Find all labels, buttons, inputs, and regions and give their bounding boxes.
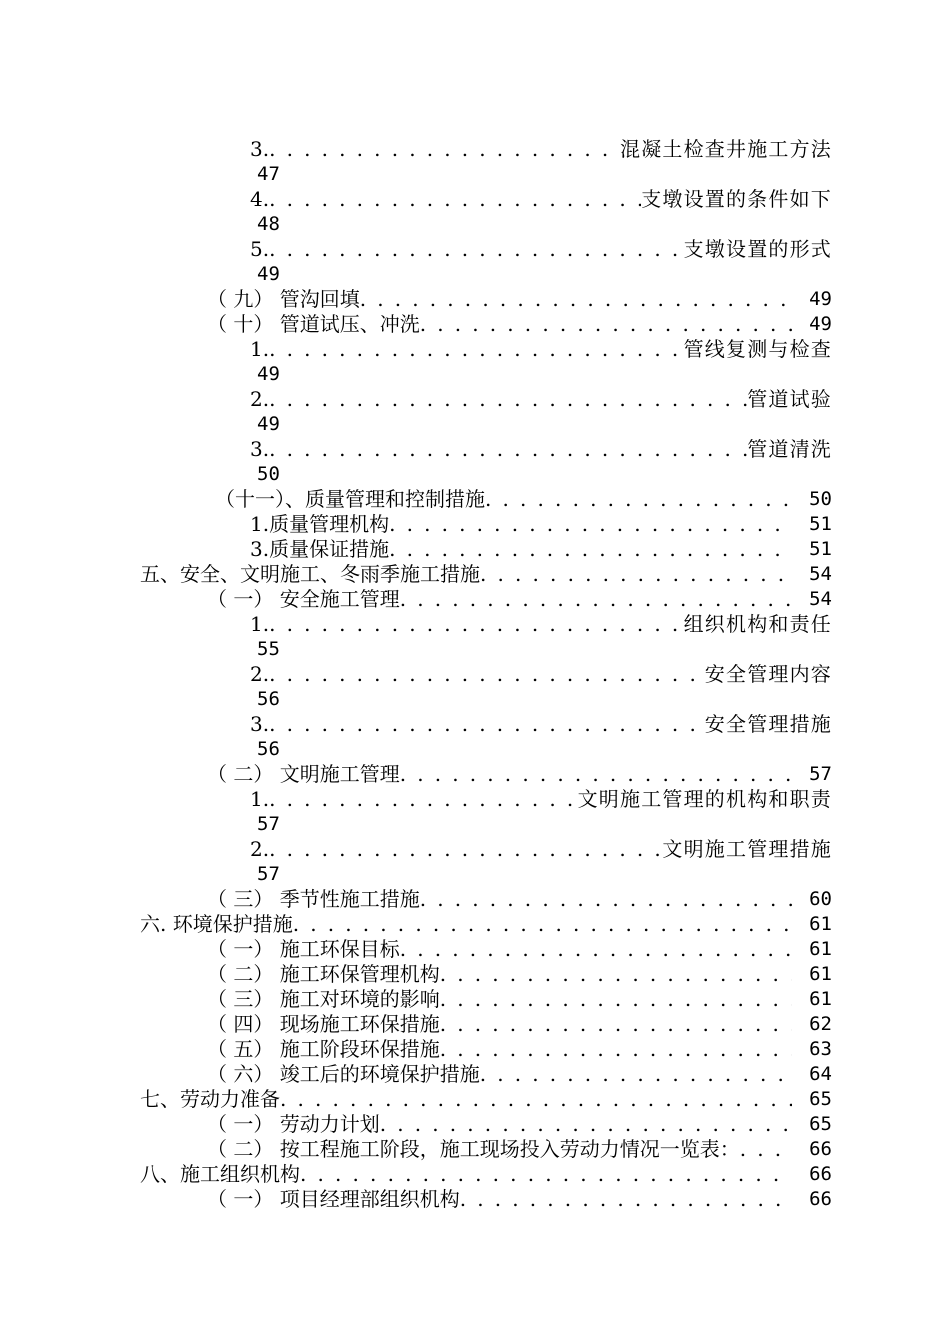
toc-entry[interactable] [0,1012,950,1037]
toc-entry-title: （ 十） 管道试压、冲洗 [207,312,420,336]
toc-page-number: 61 [809,988,832,1010]
toc-page-number: 51 [809,538,832,560]
toc-entry[interactable] [0,612,950,637]
toc-entry-number: 2. [250,837,270,861]
toc-entry[interactable] [0,1187,950,1212]
toc-entry-title: 3.质量保证措施 [250,537,390,561]
toc-page-number: 61 [809,938,832,960]
toc-entry[interactable] [0,1162,950,1187]
toc-entry-number: 2. [250,662,270,686]
toc-entry[interactable] [0,837,950,862]
toc-entry[interactable] [0,237,950,262]
toc-page-number: 65 [809,1113,832,1135]
toc-page-number: 56 [257,738,280,760]
toc-entry-title: （ 四） 现场施工环保措施 [207,1012,440,1036]
toc-entry-title: 管道清洗 [747,437,832,461]
toc-entry-title: （ 一） 安全施工管理 [207,587,400,611]
toc-entry-title: 安全管理内容 [704,662,832,686]
toc-page-number: 66 [809,1188,832,1210]
toc-page-number: 50 [257,463,280,485]
toc-entry[interactable] [0,1062,950,1087]
toc-entry-title: 文明施工管理的机构和职责 [577,787,832,811]
toc-entry-title: 五、安全、文明施工、冬雨季施工措施 [140,562,480,586]
toc-entry-number: 3. [250,137,270,161]
toc-entry-title: （ 二） 施工环保管理机构 [207,962,440,986]
toc-entry-number: 1. [250,787,270,811]
toc-page-number: 54 [809,588,832,610]
toc-entry[interactable] [0,987,950,1012]
toc-entry[interactable] [0,887,950,912]
toc-entry[interactable] [0,1037,950,1062]
toc-page-number: 57 [257,863,280,885]
toc-entry-title: 1.质量管理机构 [250,512,390,536]
toc-entry[interactable] [0,512,950,537]
toc-page-number: 55 [257,638,280,660]
toc-page-number: 49 [809,288,832,310]
toc-entry[interactable] [0,962,950,987]
toc-page-number: 50 [809,488,832,510]
toc-page-number: 51 [809,513,832,535]
toc-entry-title: 管线复测与检查 [683,337,832,361]
toc-entry-title: 安全管理措施 [704,712,832,736]
toc-entry[interactable] [0,312,950,337]
toc-page-number: 60 [809,888,832,910]
toc-entry-title: （ 五） 施工阶段环保措施 [207,1037,440,1061]
toc-page-number: 63 [809,1038,832,1060]
toc-entry-title: 支墩设置的条件如下 [641,187,832,211]
toc-entry[interactable] [0,1112,950,1137]
toc-entry-title: （十一）、质量管理和控制措施 [215,487,485,511]
toc-entry[interactable] [0,762,950,787]
toc-entry[interactable] [0,437,950,462]
toc-entry-title: （ 三） 施工对环境的影响 [207,987,440,1011]
toc-entry-title: 六. 环境保护措施 [140,912,293,936]
toc-page-number: 49 [257,413,280,435]
toc-page-number: 64 [809,1063,832,1085]
toc-entry-title: （ 二） 按工程施工阶段，施工现场投入劳动力情况一览表： [207,1137,740,1161]
toc-entry[interactable] [0,787,950,812]
toc-entry-title: 管道试验 [747,387,832,411]
toc-page-number: 61 [809,963,832,985]
toc-page-number: 57 [257,813,280,835]
toc-page-number: 62 [809,1013,832,1035]
toc-entry-title: 文明施工管理措施 [662,837,832,861]
toc-page-number: 66 [809,1138,832,1160]
toc-entry[interactable] [0,387,950,412]
toc-entry[interactable] [0,712,950,737]
toc-entry-number: 4. [250,187,270,211]
toc-page-number: 47 [257,163,280,185]
toc-entry[interactable] [0,1137,950,1162]
toc-page-number: 61 [809,913,832,935]
toc-entry-title: （ 一） 施工环保目标 [207,937,400,961]
toc-entry[interactable] [0,912,950,937]
toc-entry-number: 3. [250,437,270,461]
toc-entry-number: 1. [250,337,270,361]
toc-entry-title: （ 九） 管沟回填 [207,287,360,311]
toc-entry-title: 七、劳动力准备 [140,1087,280,1111]
toc-entry-title: （ 二） 文明施工管理 [207,762,400,786]
toc-page-number: 54 [809,563,832,585]
toc-page-number: 49 [257,263,280,285]
toc-entry-title: （ 一） 项目经理部组织机构 [207,1187,460,1211]
toc-page-number: 48 [257,213,280,235]
toc-entry[interactable] [0,187,950,212]
toc-entry[interactable] [0,1087,950,1112]
table-of-contents [0,137,950,1212]
toc-entry-title: 混凝土检查井施工方法 [620,137,832,161]
toc-entry[interactable] [0,487,950,512]
toc-entry[interactable] [0,537,950,562]
toc-entry[interactable] [0,662,950,687]
toc-entry-title: 八、施工组织机构 [140,1162,300,1186]
toc-entry[interactable] [0,287,950,312]
toc-entry-number: 5. [250,237,270,261]
toc-entry-title: 组织机构和责任 [683,612,832,636]
toc-entry-number: 2. [250,387,270,411]
toc-page-number: 65 [809,1088,832,1110]
toc-entry[interactable] [0,562,950,587]
toc-entry-number: 3. [250,712,270,736]
toc-entry[interactable] [0,337,950,362]
toc-entry-title: （ 一） 劳动力计划 [207,1112,380,1136]
toc-page-number: 49 [809,313,832,335]
toc-page-number: 57 [809,763,832,785]
toc-page-number: 66 [809,1163,832,1185]
toc-entry-title: （ 六） 竣工后的环境保护措施 [207,1062,480,1086]
toc-page-number: 56 [257,688,280,710]
toc-entry[interactable] [0,937,950,962]
toc-entry[interactable] [0,587,950,612]
toc-page-number: 49 [257,363,280,385]
toc-entry-number: 1. [250,612,270,636]
toc-entry-title: （ 三） 季节性施工措施 [207,887,420,911]
toc-entry-title: 支墩设置的形式 [683,237,832,261]
toc-entry[interactable] [0,137,950,162]
